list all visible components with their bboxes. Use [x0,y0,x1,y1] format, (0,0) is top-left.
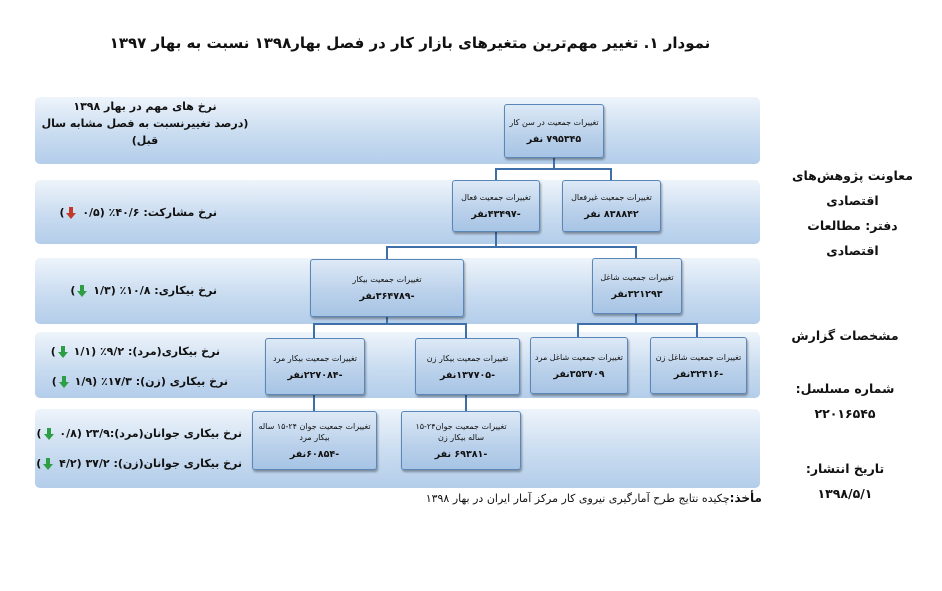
connector [465,323,467,338]
rate-youth-female-close: ) [36,457,42,470]
node-value: -۲۲۷۰۸۴نفر [287,369,343,381]
node-label: تغییرات جمعیت جوان ۲۴-۱۵ ساله [258,422,371,431]
rate-unemployment-text: نرخ بیکاری: ۱۰/۸٪ (۱/۳ [93,284,217,297]
node-value: -۴۳۴۹۷نفر [471,209,521,220]
node-value: -۳۶۴۷۸۹نفر [359,291,415,302]
band-row-5 [35,409,760,488]
connector [313,393,315,411]
node-label: تغییرات جمعیت بیکار زن [426,353,509,363]
office-line-2: اقتصادی [826,243,879,258]
rate-unemployment-close: ) [70,284,76,297]
rates-header-title: نرخ های مهم در بهار ۱۳۹۸ [73,100,217,113]
connector [577,323,579,337]
node-inactive-population [562,180,661,232]
rate-unemployment-female-close: ) [51,375,57,388]
node-value: ۳۵۳۷۰۹نفر [553,368,605,380]
node-youth-unemployed-male [252,411,377,470]
node-working-age-population [504,104,604,158]
node-value: ۳۲۱۲۹۳نفر [611,289,663,300]
rate-youth-unemployment-male [37,427,242,440]
connector [577,323,698,325]
node-value: -۶۰۸۵۴نفر [289,449,340,460]
connector [465,393,467,411]
publish-date-value: ۱۳۹۸/۵/۱ [817,486,873,501]
source-text: چکیده نتایج طرح آمارگیری نیروی کار مرکز آمار ایران در بهار ۱۳۹۸ [425,492,730,505]
node-active-population [452,180,540,232]
connector [696,323,698,337]
node-label: تغییرات جمعیت در سن کار [509,118,599,127]
arrow-down-icon [58,346,68,358]
rate-unemployment [70,284,217,297]
rate-participation-close: ) [59,206,65,219]
arrow-down-icon [43,458,53,470]
deputy-line-2: اقتصادی [826,193,879,208]
node-unemployed-male [265,338,365,395]
node-label: تغییرات جمعیت شاغل زن [655,352,742,362]
deputy-info [785,163,920,263]
deputy-line-1: معاونت پژوهش‌های [792,168,913,183]
rate-participation [59,206,217,219]
rate-youth-female-text: نرخ بیکاری جوانان(زن): ۳۷/۲ (۴/۲ [59,457,242,470]
node-label: ساله بیکار زن [437,433,485,442]
connector [610,168,612,180]
chart-title: نمودار ۱. تغییر مهم‌ترین متغیرهای بازار کار در فصل بهار۱۳۹۸ نسبت به بهار ۱۳۹۷ [109,34,711,52]
node-youth-unemployed-female [401,411,521,470]
rate-youth-male-text: نرخ بیکاری جوانان(مرد):۲۳/۹ (۰/۸ [59,427,242,440]
rate-youth-unemployment-female [36,457,242,470]
node-value: ۷۹۵۳۴۵ نفر [526,134,582,145]
office-line-1: دفتر: مطالعات [807,218,898,233]
rate-unemployment-female-text: نرخ بیکاری (زن): ۱۷/۳٪ (۱/۹ [74,375,228,388]
connector [386,246,637,248]
publish-date-label: تاریخ انتشار: [805,461,885,476]
publish-date-block [785,456,905,506]
source-note [280,491,762,505]
node-label: تغییرات جمعیت شاغل مرد [534,352,624,362]
node-value: -۳۲۴۱۶نفر [673,368,724,380]
arrow-down-icon [44,428,54,440]
connector [313,323,315,338]
connector [386,246,388,259]
rates-header-subtitle: (درصد تغییرنسبت به فصل مشابه سال قبل) [41,117,249,147]
node-label: تغییرات جمعیت فعال [461,193,531,202]
rate-unemployment-male-text: نرخ بیکاری(مرد): ۹/۲٪ (۱/۱ [73,345,220,358]
node-value: ۸۳۸۸۴۲ نفر [584,209,639,220]
node-value: -۱۳۷۷۰۵نفر [439,369,496,381]
node-value: -۶۹۳۸۱ نفر [434,449,488,460]
node-label: بیکار مرد [299,433,330,442]
node-employed-female [650,337,747,394]
node-label: تغییرات جمعیت بیکار مرد [272,353,358,363]
serial-value: ۲۲۰۱۶۵۴۵ [814,406,876,421]
arrow-up-icon [66,207,76,219]
node-label: تغییرات جمعیت جوان۲۴-۱۵ [415,422,507,431]
serial-number-block [785,376,905,426]
connector [313,323,467,325]
node-employed-male [530,337,628,394]
source-label: مأخذ: [729,491,762,505]
node-label: تغییرات جمعیت شاغل [600,273,674,282]
node-unemployed-female [415,338,520,395]
rate-unemployment-male-close: ) [50,345,56,358]
node-label: تغییرات جمعیت بیکار [352,275,422,284]
arrow-down-icon [77,285,87,297]
rates-header [40,98,250,149]
arrow-down-icon [59,376,69,388]
connector [635,246,637,258]
connector [495,168,497,180]
serial-label: شماره مسلسل: [795,381,895,396]
rate-unemployment-male [51,345,220,358]
rate-unemployment-female [52,375,228,388]
node-employed-population [592,258,682,314]
connector [495,168,612,170]
rate-participation-text: نرخ مشارکت: ۴۰/۶٪ (۰/۵ [82,206,217,219]
node-label: تغییرات جمعیت غیرفعال [571,193,652,202]
rate-youth-male-close: ) [36,427,42,440]
report-specs-heading: مشخصات گزارش [791,328,899,343]
node-unemployed-population [310,259,464,317]
